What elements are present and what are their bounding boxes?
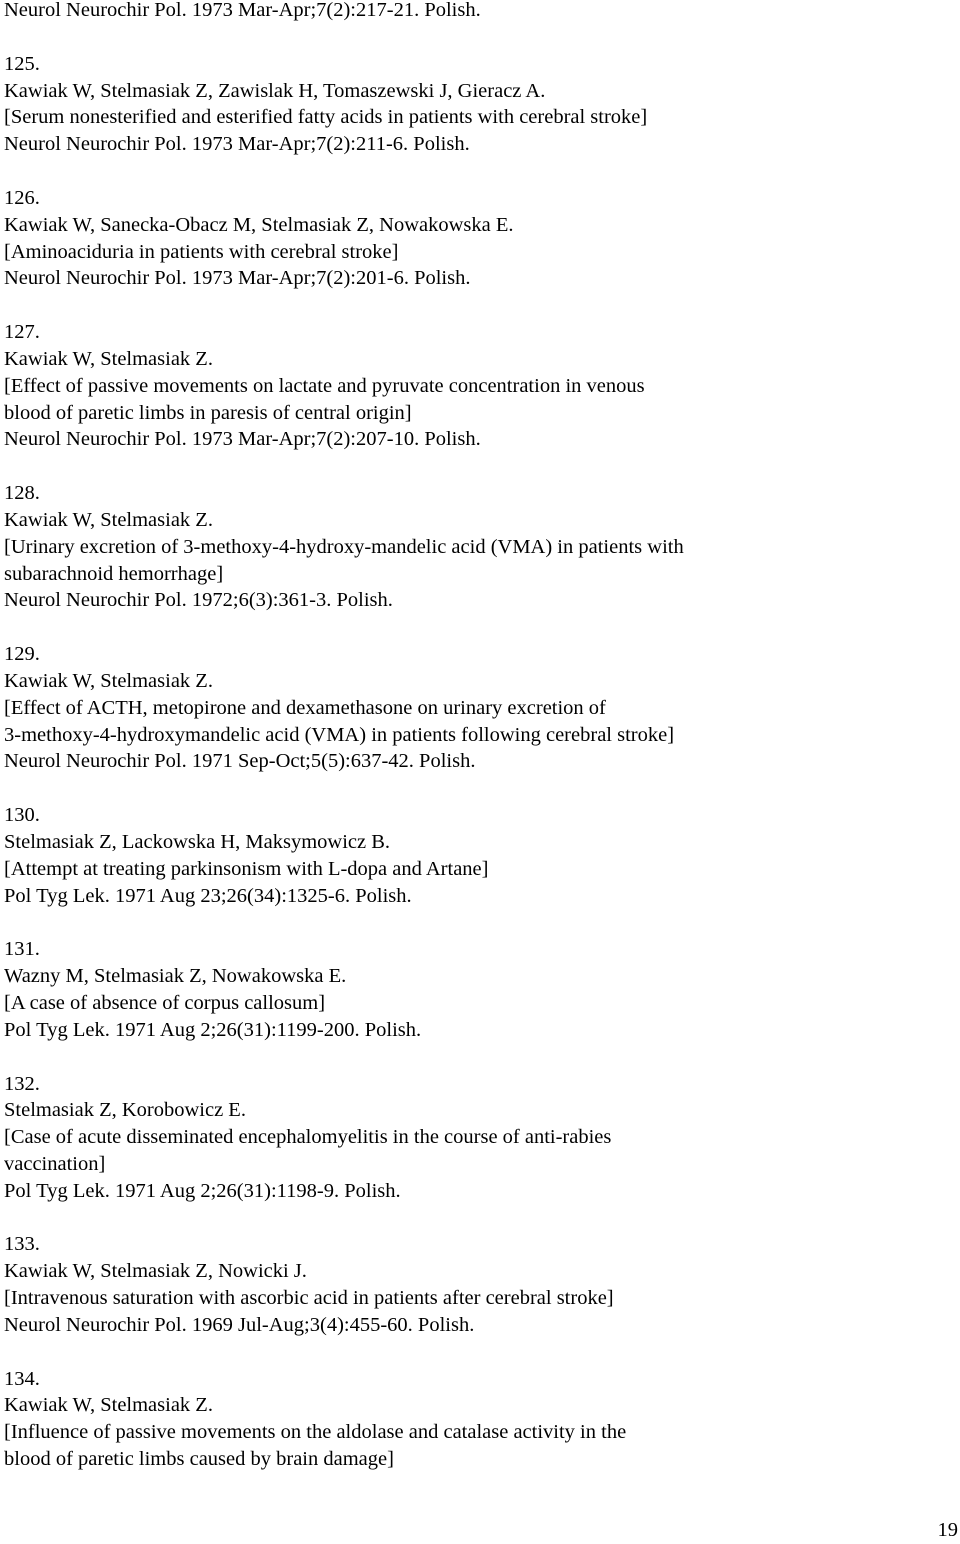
reference-title-line: [Effect of ACTH, metopirone and dexamethasone on urinary excretion of	[4, 696, 606, 719]
reference-title-line: [Intravenous saturation with ascorbic acid in patients after cerebral stroke]	[4, 1287, 614, 1310]
reference-title-line: blood of paretic limbs caused by brain damage]	[4, 1448, 394, 1471]
reference-number: 130.	[4, 804, 40, 827]
page-number: 19	[937, 1519, 958, 1541]
reference-authors: Kawiak W, Stelmasiak Z, Zawislak H, Tomaszewski J, Gieracz A.	[4, 79, 546, 102]
reference-entry	[4, 1071, 954, 1205]
reference-authors: Wazny M, Stelmasiak Z, Nowakowska E.	[4, 965, 347, 988]
reference-entry	[4, 319, 954, 453]
reference-authors: Kawiak W, Stelmasiak Z.	[4, 508, 213, 531]
reference-journal: Pol Tyg Lek. 1971 Aug 2;26(31):1199-200. Polish.	[4, 1018, 422, 1041]
reference-title-line: 3-methoxy-4-hydroxymandelic acid (VMA) in patients following cerebral stroke]	[4, 723, 675, 746]
reference-number: 126.	[4, 186, 40, 209]
reference-entry	[4, 480, 954, 614]
reference-entry	[4, 185, 954, 292]
reference-fragment	[4, 0, 954, 24]
reference-authors: Kawiak W, Sanecka-Obacz M, Stelmasiak Z, Nowakowska E.	[4, 213, 514, 236]
reference-authors: Stelmasiak Z, Lackowska H, Maksymowicz B.	[4, 830, 391, 853]
reference-title-line: blood of paretic limbs in paresis of central origin]	[4, 401, 412, 424]
reference-title-line: [Urinary excretion of 3-methoxy-4-hydroxy-mandelic acid (VMA) in patients with	[4, 535, 684, 558]
reference-number: 127.	[4, 321, 40, 344]
reference-title-line: [Serum nonesterified and esterified fatty acids in patients with cerebral stroke]	[4, 106, 648, 129]
reference-entry	[4, 936, 954, 1043]
reference-number: 134.	[4, 1367, 40, 1390]
reference-title-line: [Influence of passive movements on the aldolase and catalase activity in the	[4, 1421, 627, 1444]
reference-journal: Pol Tyg Lek. 1971 Aug 23;26(34):1325-6. Polish.	[4, 884, 412, 907]
reference-number: 132.	[4, 1072, 40, 1095]
reference-title-line: subarachnoid hemorrhage]	[4, 562, 224, 585]
reference-list	[4, 0, 954, 1500]
reference-title-line: [Attempt at treating parkinsonism with L-dopa and Artane]	[4, 857, 489, 880]
reference-journal: Neurol Neurochir Pol. 1973 Mar-Apr;7(2):201-6. Polish.	[4, 267, 471, 290]
reference-number: 129.	[4, 643, 40, 666]
reference-authors: Kawiak W, Stelmasiak Z.	[4, 669, 213, 692]
references-container	[4, 51, 954, 1473]
reference-number: 125.	[4, 52, 40, 75]
reference-authors: Stelmasiak Z, Korobowicz E.	[4, 1099, 246, 1122]
reference-authors: Kawiak W, Stelmasiak Z.	[4, 1394, 213, 1417]
reference-journal: Neurol Neurochir Pol. 1971 Sep-Oct;5(5):637-42. Polish.	[4, 750, 476, 773]
reference-number: 131.	[4, 938, 40, 961]
reference-entry	[4, 1231, 954, 1338]
reference-authors: Kawiak W, Stelmasiak Z.	[4, 347, 213, 370]
reference-journal: Neurol Neurochir Pol. 1973 Mar-Apr;7(2):217-21. Polish.	[4, 0, 481, 21]
reference-authors: Kawiak W, Stelmasiak Z, Nowicki J.	[4, 1260, 307, 1283]
reference-number: 133.	[4, 1233, 40, 1256]
reference-entry	[4, 51, 954, 158]
reference-title-line: [Effect of passive movements on lactate and pyruvate concentration in venous	[4, 374, 645, 397]
reference-title-line: [A case of absence of corpus callosum]	[4, 991, 326, 1014]
reference-journal: Neurol Neurochir Pol. 1969 Jul-Aug;3(4):455-60. Polish.	[4, 1313, 475, 1336]
reference-entry	[4, 1366, 954, 1473]
reference-title-line: vaccination]	[4, 1152, 106, 1175]
reference-title-line: [Case of acute disseminated encephalomyelitis in the course of anti-rabies	[4, 1126, 612, 1149]
reference-journal: Neurol Neurochir Pol. 1973 Mar-Apr;7(2):211-6. Polish.	[4, 133, 470, 156]
reference-journal: Pol Tyg Lek. 1971 Aug 2;26(31):1198-9. Polish.	[4, 1179, 401, 1202]
reference-entry	[4, 802, 954, 909]
reference-journal: Neurol Neurochir Pol. 1973 Mar-Apr;7(2):207-10. Polish.	[4, 428, 481, 451]
reference-entry	[4, 641, 954, 775]
reference-number: 128.	[4, 482, 40, 505]
reference-journal: Neurol Neurochir Pol. 1972;6(3):361-3. Polish.	[4, 589, 393, 612]
reference-title-line: [Aminoaciduria in patients with cerebral stroke]	[4, 240, 399, 263]
